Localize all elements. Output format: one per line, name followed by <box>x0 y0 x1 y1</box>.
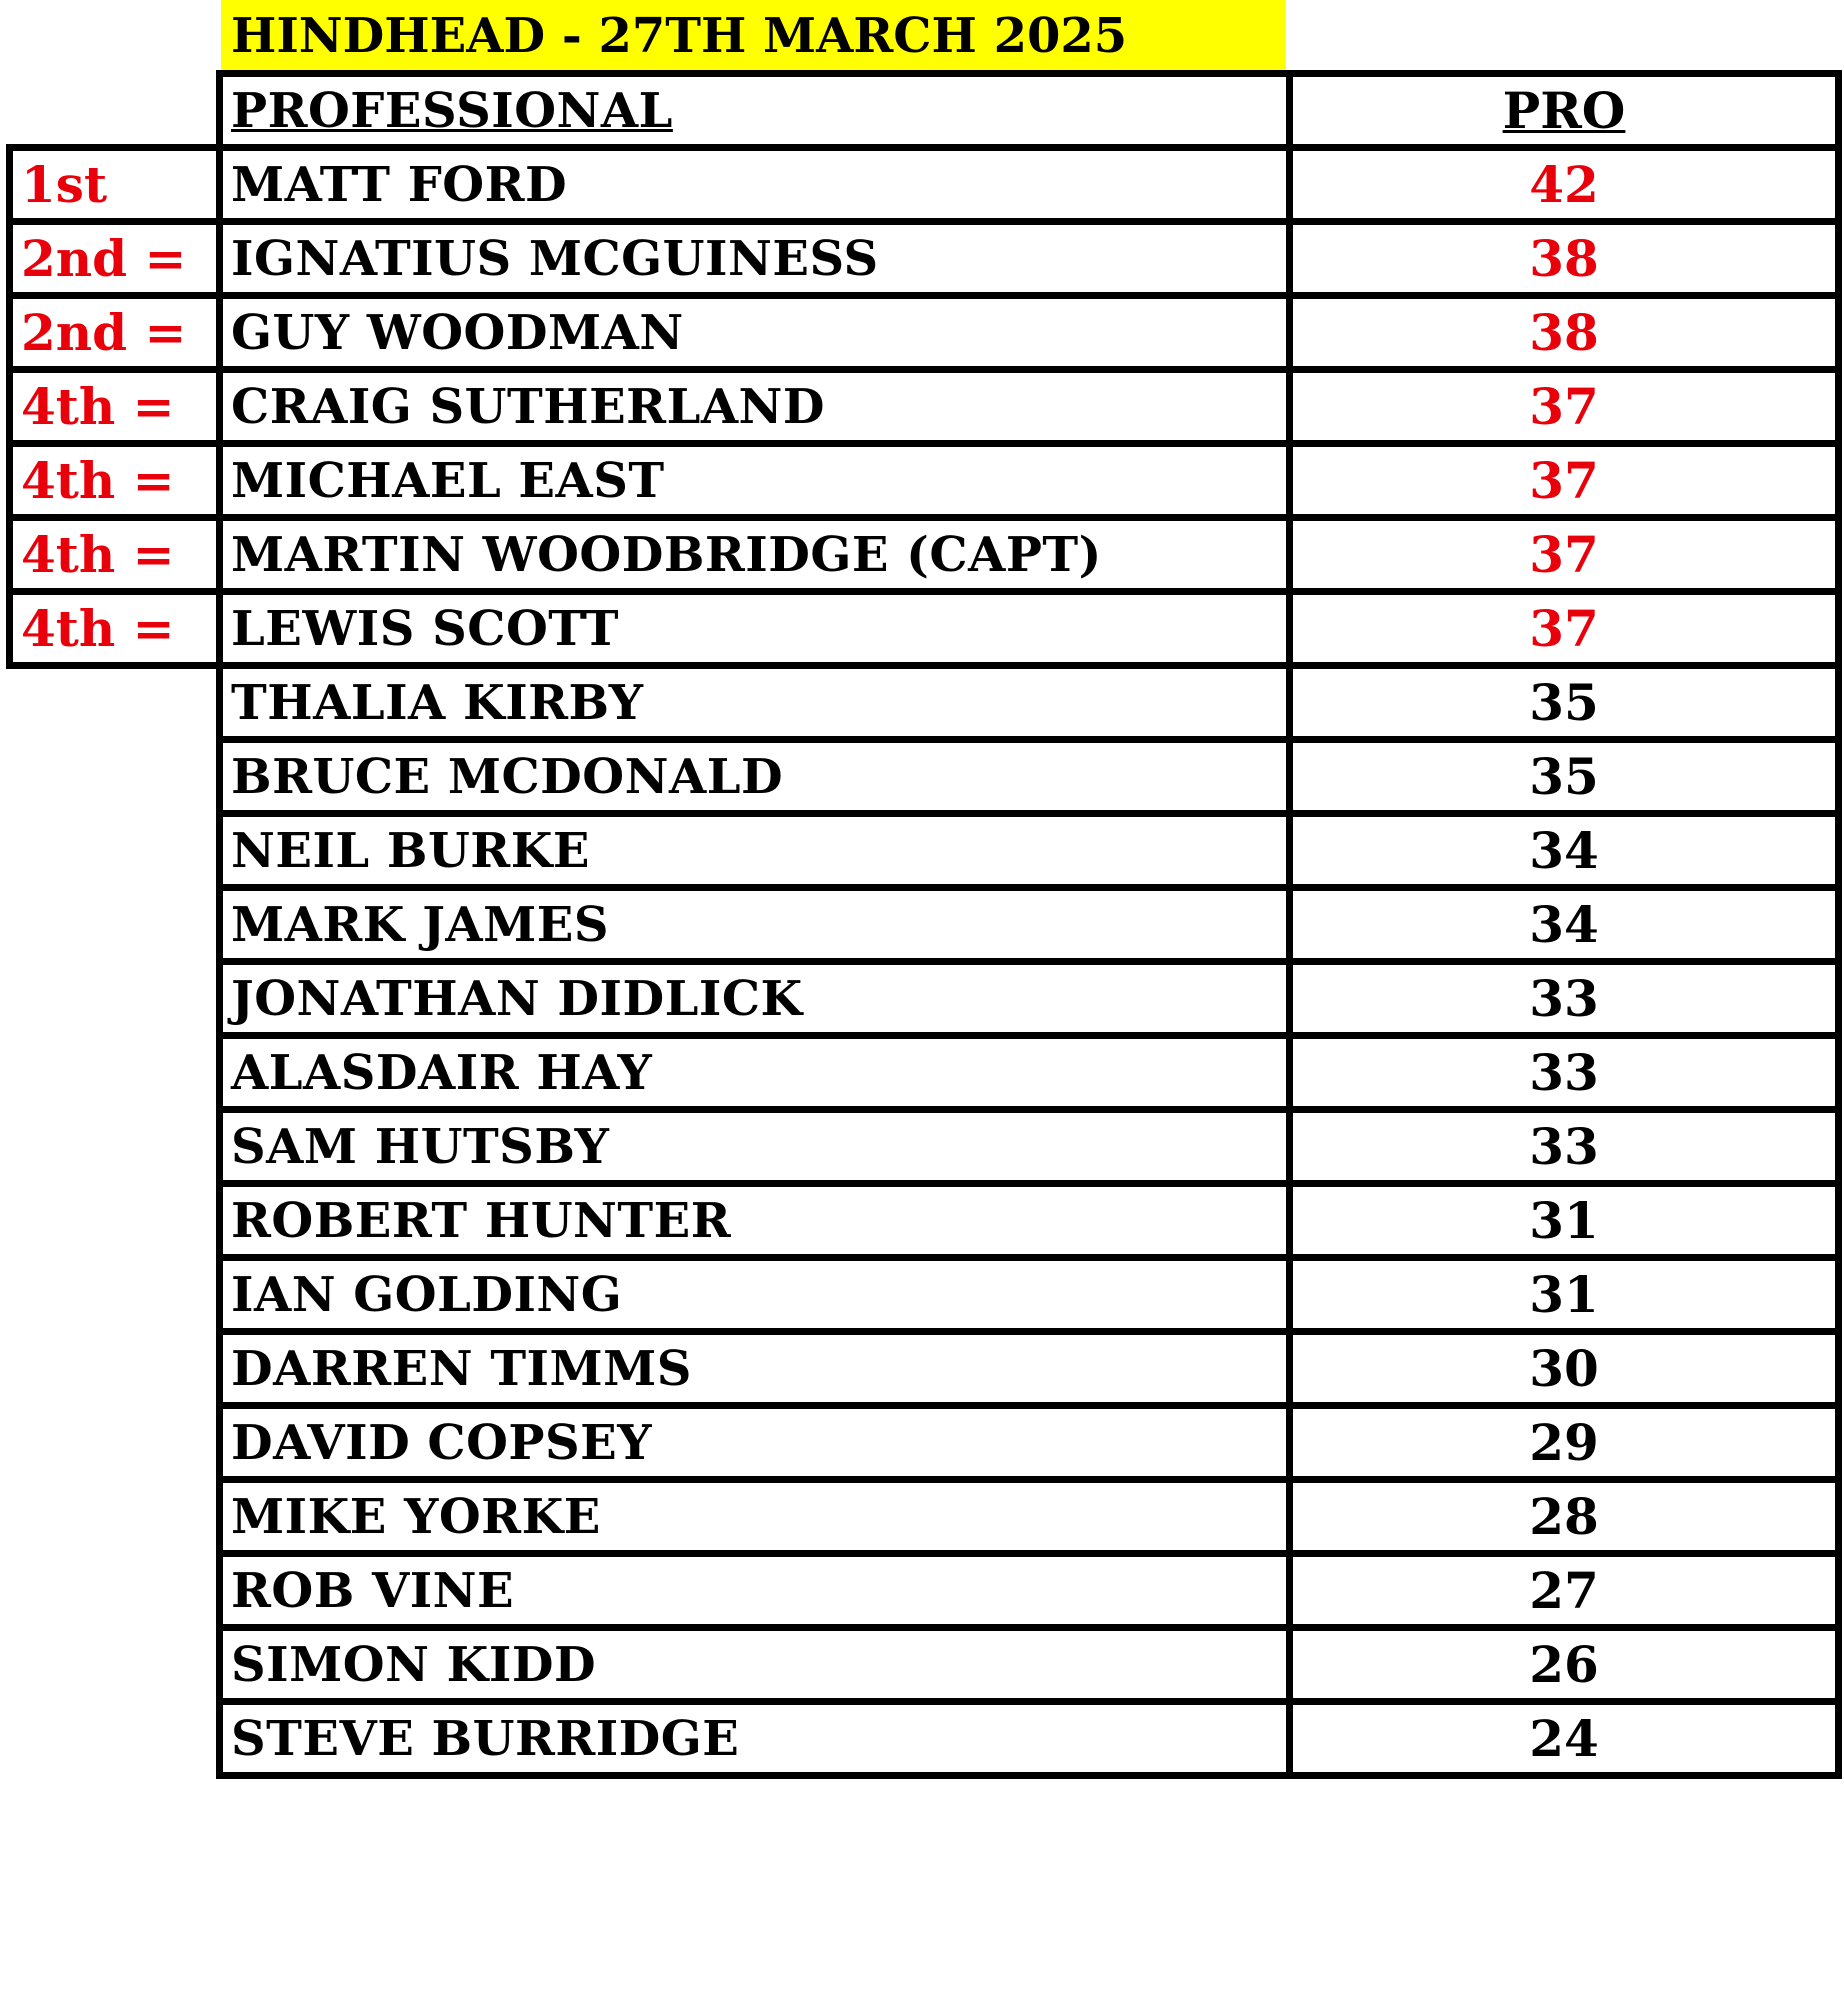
player-name-cell: LEWIS SCOTT <box>220 592 1290 666</box>
place-cell <box>10 1702 220 1776</box>
score-cell: 34 <box>1290 888 1839 962</box>
player-name-cell: BRUCE MCDONALD <box>220 740 1290 814</box>
player-name-cell: NEIL BURKE <box>220 814 1290 888</box>
player-name-cell: IAN GOLDING <box>220 1258 1290 1332</box>
player-name-cell: MATT FORD <box>220 148 1290 222</box>
table-row <box>10 1406 1839 1480</box>
score-cell: 33 <box>1290 962 1839 1036</box>
score-cell: 35 <box>1290 740 1839 814</box>
header-score-cell <box>1290 74 1839 148</box>
player-name-cell: CRAIG SUTHERLAND <box>220 370 1290 444</box>
place-cell <box>10 1332 220 1406</box>
score-cell: 37 <box>1290 518 1839 592</box>
results-body <box>10 74 1839 1776</box>
table-row <box>10 370 1839 444</box>
player-name-cell: THALIA KIRBY <box>220 666 1290 740</box>
player-name-cell: SAM HUTSBY <box>220 1110 1290 1184</box>
score-cell: 37 <box>1290 592 1839 666</box>
table-row <box>10 518 1839 592</box>
score-cell: 29 <box>1290 1406 1839 1480</box>
column-header-pro: PRO <box>1502 81 1626 140</box>
score-cell: 26 <box>1290 1628 1839 1702</box>
score-cell: 33 <box>1290 1110 1839 1184</box>
place-cell <box>10 1184 220 1258</box>
player-name-cell: ROB VINE <box>220 1554 1290 1628</box>
table-row <box>10 592 1839 666</box>
table-row <box>10 814 1839 888</box>
place-cell: 4th = <box>10 370 220 444</box>
score-cell: 28 <box>1290 1480 1839 1554</box>
place-cell <box>10 1406 220 1480</box>
player-name-cell: GUY WOODMAN <box>220 296 1290 370</box>
table-row <box>10 1332 1839 1406</box>
place-cell <box>10 666 220 740</box>
place-cell: 4th = <box>10 592 220 666</box>
place-cell <box>10 888 220 962</box>
place-cell: 2nd = <box>10 222 220 296</box>
score-cell: 33 <box>1290 1036 1839 1110</box>
place-cell <box>10 1480 220 1554</box>
page-title: HINDHEAD - 27TH MARCH 2025 <box>221 0 1286 72</box>
player-name-cell: STEVE BURRIDGE <box>220 1702 1290 1776</box>
score-cell: 34 <box>1290 814 1839 888</box>
table-row <box>10 1628 1839 1702</box>
table-row <box>10 1110 1839 1184</box>
score-cell: 30 <box>1290 1332 1839 1406</box>
player-name-cell: MIKE YORKE <box>220 1480 1290 1554</box>
place-cell <box>10 962 220 1036</box>
score-cell: 38 <box>1290 222 1839 296</box>
place-cell <box>10 814 220 888</box>
table-row <box>10 222 1839 296</box>
player-name-cell: ROBERT HUNTER <box>220 1184 1290 1258</box>
header-row <box>10 74 1839 148</box>
place-cell: 4th = <box>10 518 220 592</box>
player-name-cell: DARREN TIMMS <box>220 1332 1290 1406</box>
place-cell <box>10 1628 220 1702</box>
table-row <box>10 148 1839 222</box>
table-row <box>10 1184 1839 1258</box>
player-name-cell: SIMON KIDD <box>220 1628 1290 1702</box>
place-cell <box>10 1258 220 1332</box>
player-name-cell: JONATHAN DIDLICK <box>220 962 1290 1036</box>
place-cell <box>10 1036 220 1110</box>
score-cell: 37 <box>1290 370 1839 444</box>
score-cell: 35 <box>1290 666 1839 740</box>
place-cell <box>10 1110 220 1184</box>
table-row <box>10 1480 1839 1554</box>
place-cell <box>10 740 220 814</box>
header-name-cell <box>220 74 1290 148</box>
score-cell: 31 <box>1290 1258 1839 1332</box>
table-row <box>10 740 1839 814</box>
place-cell: 2nd = <box>10 296 220 370</box>
player-name-cell: MARTIN WOODBRIDGE (CAPT) <box>220 518 1290 592</box>
player-name-cell: DAVID COPSEY <box>220 1406 1290 1480</box>
place-cell: 1st <box>10 148 220 222</box>
player-name-cell: IGNATIUS MCGUINESS <box>220 222 1290 296</box>
table-row <box>10 666 1839 740</box>
table-row <box>10 888 1839 962</box>
score-cell: 37 <box>1290 444 1839 518</box>
place-cell: 4th = <box>10 444 220 518</box>
column-header-professional: PROFESSIONAL <box>231 82 673 139</box>
table-row <box>10 1702 1839 1776</box>
table-row <box>10 1258 1839 1332</box>
header-place-cell <box>10 74 220 148</box>
score-cell: 24 <box>1290 1702 1839 1776</box>
player-name-cell: MICHAEL EAST <box>220 444 1290 518</box>
score-cell: 31 <box>1290 1184 1839 1258</box>
player-name-cell: ALASDAIR HAY <box>220 1036 1290 1110</box>
score-cell: 27 <box>1290 1554 1839 1628</box>
table-row <box>10 1554 1839 1628</box>
score-cell: 38 <box>1290 296 1839 370</box>
player-name-cell: MARK JAMES <box>220 888 1290 962</box>
table-row <box>10 962 1839 1036</box>
table-row <box>10 444 1839 518</box>
table-row <box>10 1036 1839 1110</box>
place-cell <box>10 1554 220 1628</box>
results-table <box>6 70 1842 1779</box>
table-row <box>10 296 1839 370</box>
score-cell: 42 <box>1290 148 1839 222</box>
